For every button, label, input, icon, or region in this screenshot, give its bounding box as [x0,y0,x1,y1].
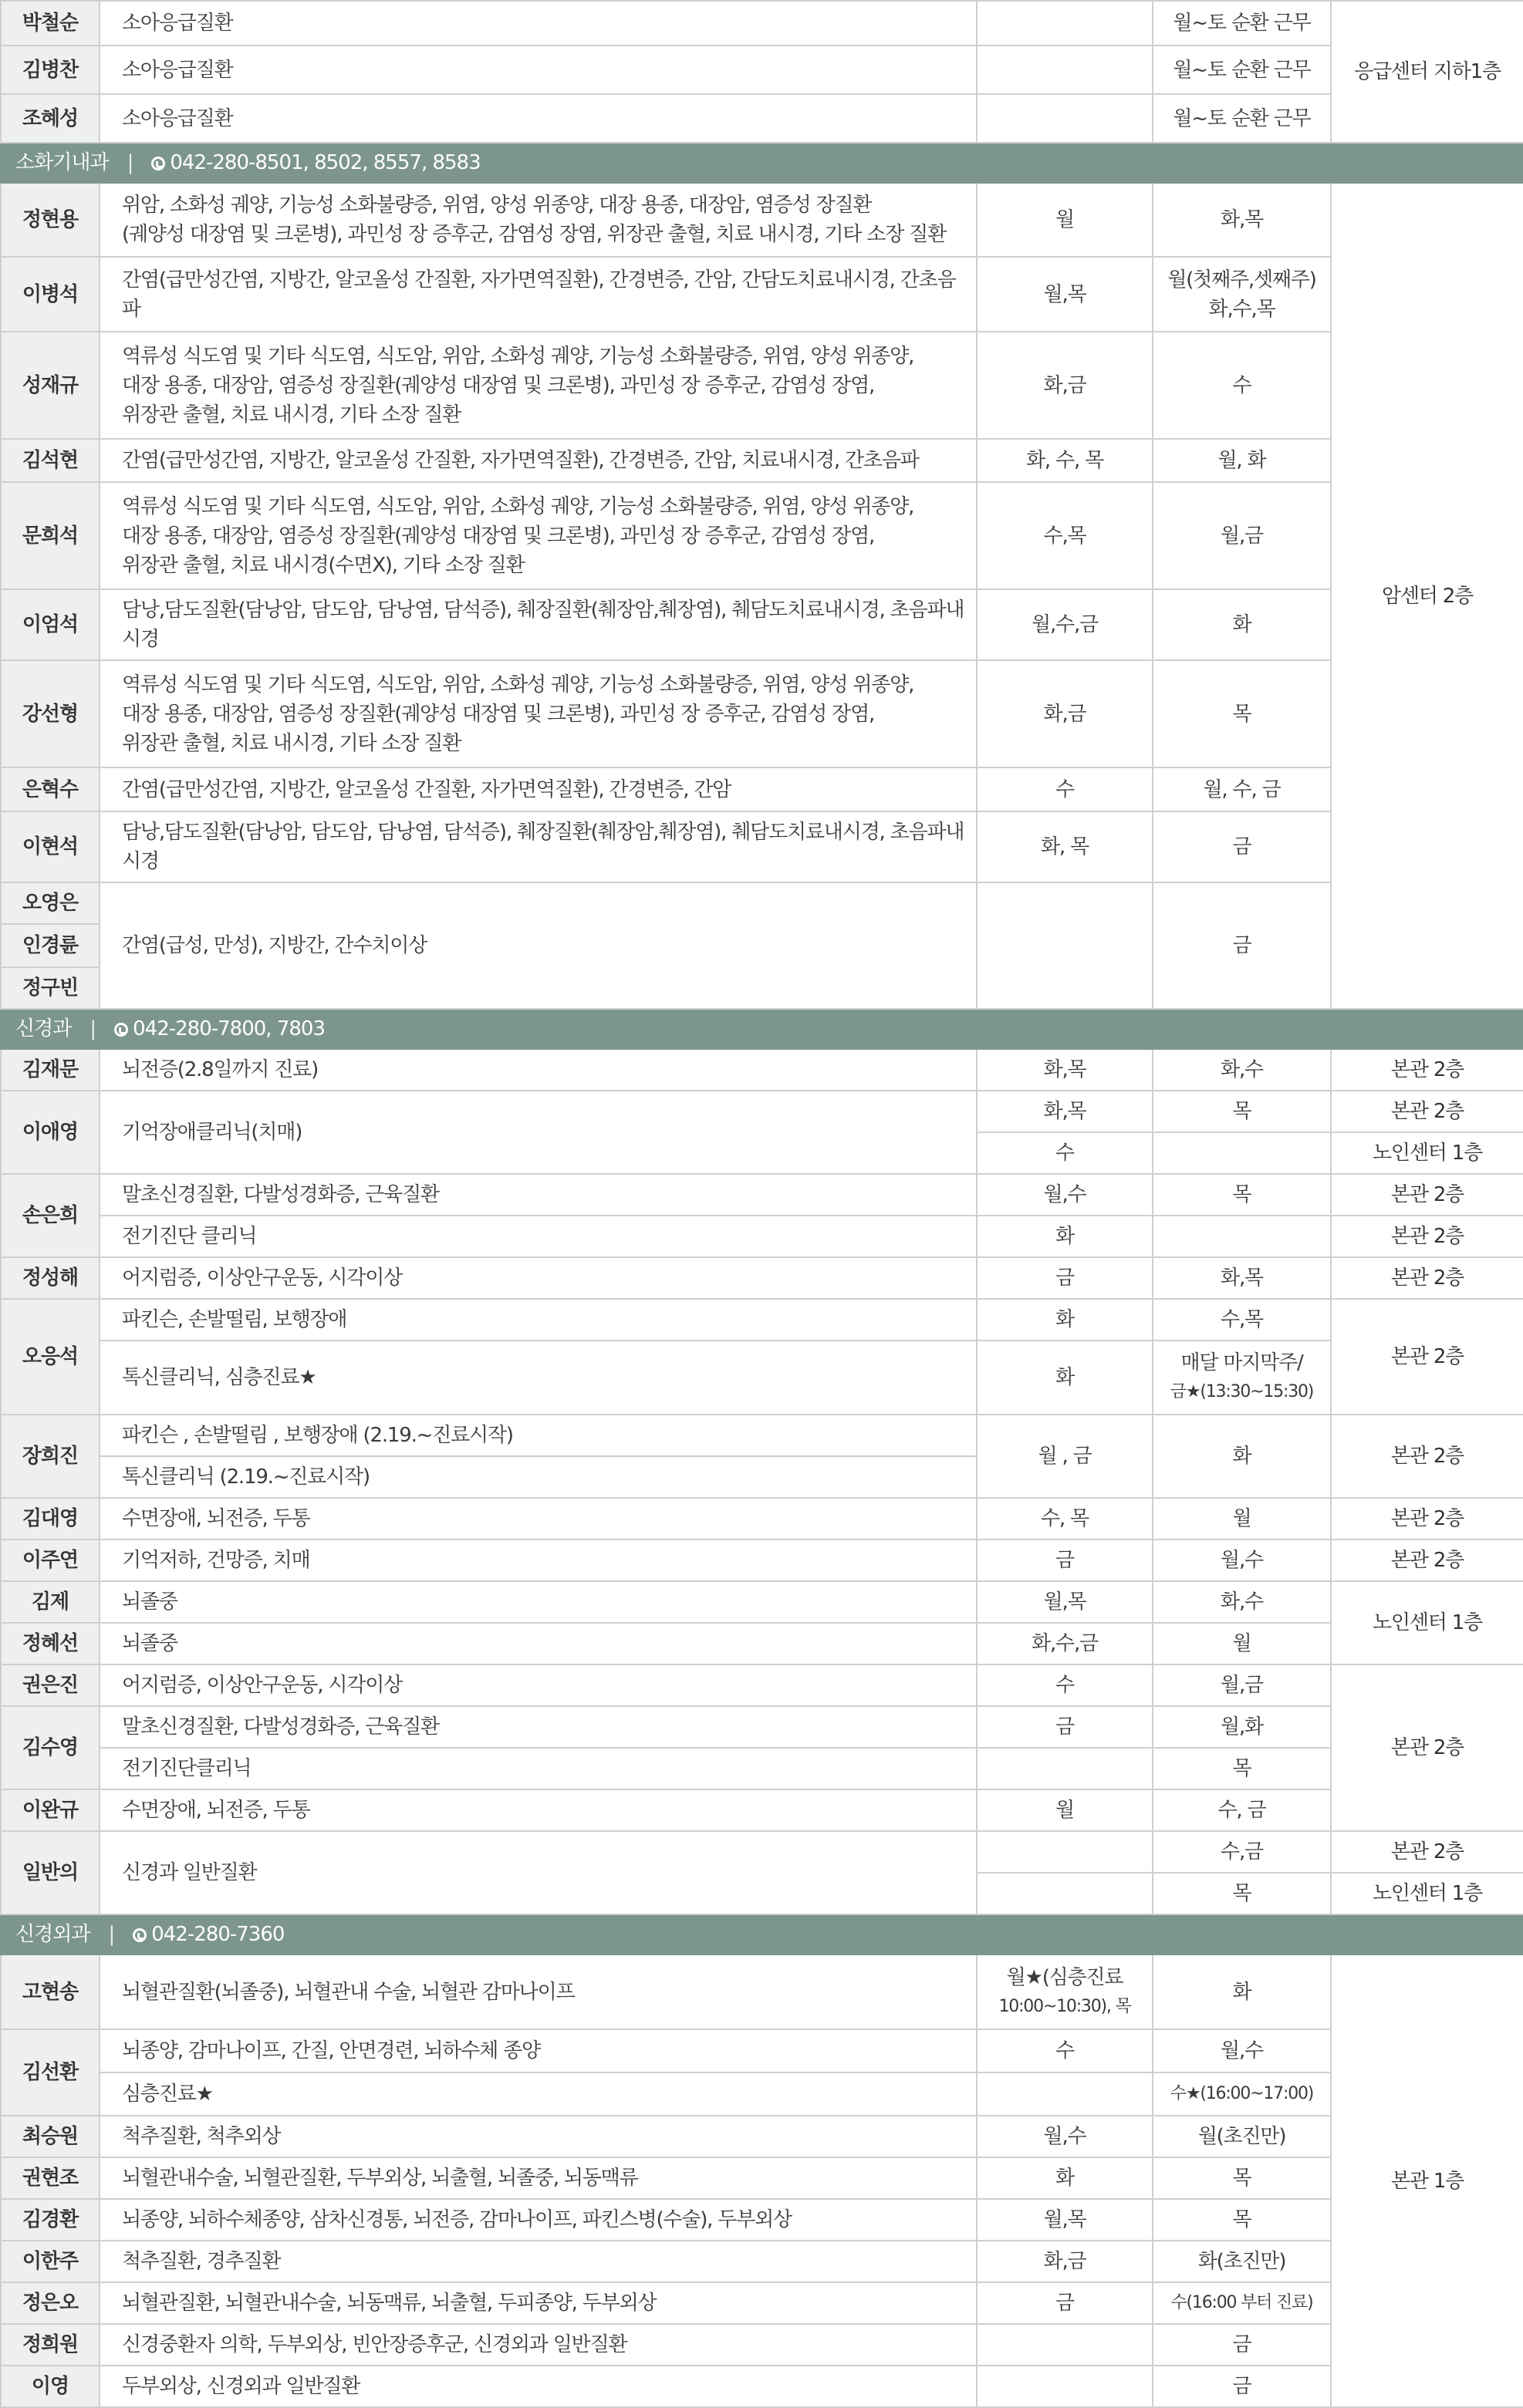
pm-schedule: 수, 금 [1153,1789,1331,1831]
pm-schedule: 월(첫째주,셋째주) 화,수,목 [1153,257,1331,332]
specialty: 뇌혈관내수술, 뇌혈관질환, 두부외상, 뇌출혈, 뇌졸중, 뇌동맥류 [100,2157,977,2199]
specialty: 전기진단 클리닉 [100,1216,977,1257]
specialty: 담낭,담도질환(담낭암, 담도암, 담낭염, 담석증), 췌장질환(췌장암,췌장염), 췌담도치료내시경, 초음파내시경 [100,589,977,660]
location: 본관 2층 [1331,1091,1523,1132]
table-row [1,2324,1523,2366]
location: 암센터 2층 [1331,183,1523,1009]
doctor-name: 정희원 [1,2324,100,2366]
am-schedule: 월,목 [977,2199,1153,2241]
doctor-name: 오영은 [1,882,100,924]
table-row [1,1091,1523,1132]
table-row [1,2157,1523,2199]
doctor-name: 조혜성 [1,94,100,143]
specialty: 뇌혈관질환(뇌졸중), 뇌혈관내 수술, 뇌혈관 감마나이프 [100,1954,977,2029]
doctor-name: 정은오 [1,2282,100,2324]
pm-schedule: 월~토 순환 근무 [1153,94,1331,143]
table-row [1,1581,1523,1623]
phone-icon [114,1023,128,1037]
table-row [1,1174,1523,1216]
specialty: 말초신경질환, 다발성경화증, 근육질환 [100,1706,977,1748]
am-schedule: 화,목 [977,1091,1153,1132]
doctor-name: 장희진 [1,1415,100,1498]
specialty: 전기진단클리닉 [100,1748,977,1789]
table-row [1,2072,1523,2116]
table-row [1,46,1523,94]
specialty: 역류성 식도염 및 기타 식도염, 식도암, 위암, 소화성 궤양, 기능성 소화불량증, 위염, 양성 위종양, 대장 용종, 대장암, 염증성 장질환(궤양성 대장염 및 크론병), 과민성 장 증후군, 감염성 장염, 위장관 출혈, 치료 내시경(수면X), 기타 소장 질환 [100,482,977,589]
location: 본관 2층 [1331,1174,1523,1216]
table-row [1,1748,1523,1789]
doctor-name: 김재문 [1,1049,100,1091]
specialty: 간염(급만성간염, 지방간, 알코올성 간질환, 자가면역질환), 간경변증, 간암 [100,767,977,811]
specialty: 소아응급질환 [100,1,977,46]
doctor-name: 김대영 [1,1498,100,1540]
pm-schedule-line: 매달 마지막주/ [1180,1351,1303,1374]
am-schedule: 화, 수, 목 [977,439,1153,482]
am-schedule: 월 , 금 [977,1415,1153,1498]
specialty: 말초신경질환, 다발성경화증, 근육질환 [100,1174,977,1216]
table-row [1,94,1523,143]
specialty: 간염(급만성간염, 지방간, 알코올성 간질환, 자가면역질환), 간경변증, 간암, 치료내시경, 간초음파 [100,439,977,482]
department-name: 신경과 [15,1017,72,1040]
table-row [1,811,1523,882]
table-row [1,1415,1523,1456]
department-phone: 042-280-7360 [151,1923,285,1946]
am-schedule: 수 [977,1664,1153,1706]
pm-schedule: 목 [1153,660,1331,767]
pm-schedule: 수,금 [1153,1831,1331,1873]
table-row [1,439,1523,482]
specialty: 역류성 식도염 및 기타 식도염, 식도암, 위암, 소화성 궤양, 기능성 소화불량증, 위염, 양성 위종양, 대장 용종, 대장암, 염증성 장질환(궤양성 대장염 및 크론병), 과민성 장 증후군, 감염성 장염, 위장관 출혈, 치료 내시경, 기타 소장 질환 [100,332,977,439]
specialty: 위암, 소화성 궤양, 기능성 소화불량증, 위염, 양성 위종양, 대장 용종, 대장암, 염증성 장질환 (궤양성 대장염 및 크론병), 과민성 장 증후군, 감염성 장염, 위장관 출혈, 치료 내시경, 기타 소장 질환 [100,183,977,257]
pm-schedule: 월,화 [1153,1706,1331,1748]
location: 노인센터 1층 [1331,1132,1523,1174]
am-schedule: 수, 목 [977,1498,1153,1540]
location: 본관 2층 [1331,1540,1523,1581]
am-schedule: 월,목 [977,257,1153,332]
am-schedule: 화, 목 [977,811,1153,882]
table-row [1,1049,1523,1091]
specialty: 심층진료★ [100,2072,977,2116]
pm-schedule: 목 [1153,1873,1331,1914]
doctor-name: 이한주 [1,2241,100,2282]
pm-schedule: 금 [1153,882,1331,1009]
doctor-name: 이병석 [1,257,100,332]
pm-schedule: 목 [1153,1174,1331,1216]
pm-schedule: 월,수 [1153,2029,1331,2072]
table-row [1,1789,1523,1831]
doctor-name: 김석현 [1,439,100,482]
doctor-name: 권은진 [1,1664,100,1706]
specialty: 소아응급질환 [100,94,977,143]
doctor-name: 일반의 [1,1831,100,1914]
department-header-gi [1,143,1523,183]
doctor-name: 이엄석 [1,589,100,660]
pm-schedule [1153,1132,1331,1174]
pm-schedule: 월, 수, 금 [1153,767,1331,811]
specialty: 뇌혈관질환, 뇌혈관내수술, 뇌동맥류, 뇌출혈, 두피종양, 두부외상 [100,2282,977,2324]
specialty: 간염(급성, 만성), 지방간, 간수치이상 [100,882,977,1009]
table-row [1,2366,1523,2407]
table-row [1,589,1523,660]
table-row [1,882,1523,924]
department-name: 소화기내과 [15,151,109,174]
am-schedule: 금 [977,1706,1153,1748]
pm-schedule: 월~토 순환 근무 [1153,46,1331,94]
am-schedule: 수 [977,1132,1153,1174]
doctor-name: 오응석 [1,1299,100,1415]
doctor-name: 은혁수 [1,767,100,811]
am-schedule [977,1831,1153,1873]
am-schedule [977,1748,1153,1789]
table-row [1,1,1523,46]
separator: | [108,1923,115,1946]
doctor-name: 정성해 [1,1257,100,1299]
location: 본관 2층 [1331,1257,1523,1299]
location: 본관 2층 [1331,1049,1523,1091]
specialty: 간염(급만성간염, 지방간, 알코올성 간질환, 자가면역질환), 간경변증, 간암, 간담도치료내시경, 간초음파 [100,257,977,332]
pm-schedule: 화,목 [1153,1257,1331,1299]
table-row [1,2029,1523,2072]
pm-schedule: 목 [1153,1091,1331,1132]
table-row [1,2282,1523,2324]
am-schedule: 금 [977,1540,1153,1581]
specialty: 뇌전증(2.8일까지 진료) [100,1049,977,1091]
pm-schedule: 목 [1153,2157,1331,2199]
pm-schedule: 수(16:00 부터 진료) [1153,2282,1331,2324]
am-schedule: 수,목 [977,482,1153,589]
doctor-name: 권현조 [1,2157,100,2199]
table-row [1,2241,1523,2282]
specialty: 역류성 식도염 및 기타 식도염, 식도암, 위암, 소화성 궤양, 기능성 소화불량증, 위염, 양성 위종양, 대장 용종, 대장암, 염증성 장질환(궤양성 대장염 및 크론병), 과민성 장 증후군, 감염성 장염, 위장관 출혈, 치료 내시경, 기타 소장 질환 [100,660,977,767]
specialty: 뇌종양, 감마나이프, 간질, 안면경련, 뇌하수체 종양 [100,2029,977,2072]
am-schedule [977,46,1153,94]
specialty: 기억저하, 건망증, 치매 [100,1540,977,1581]
pm-schedule-line: 금★(13:30~15:30) [1170,1382,1314,1401]
department-phone: 042-280-8501, 8502, 8557, 8583 [170,151,481,174]
department-header-neurosurgery [1,1914,1523,1954]
location: 본관 2층 [1331,1299,1523,1415]
am-schedule: 화,수,금 [977,1623,1153,1664]
am-schedule: 수 [977,2029,1153,2072]
doctor-name: 이현석 [1,811,100,882]
doctor-name: 문희석 [1,482,100,589]
specialty: 수면장애, 뇌전증, 두통 [100,1789,977,1831]
am-schedule-line: 월★(심층진료 [1006,1965,1123,1989]
doctor-name: 박철순 [1,1,100,46]
am-schedule: 화 [977,1341,1153,1415]
phone-icon [133,1928,147,1942]
pm-schedule: 수★(16:00~17:00) [1153,2072,1331,2116]
am-schedule: 화,금 [977,660,1153,767]
am-schedule [977,2366,1153,2407]
am-schedule: 월,수 [977,2116,1153,2157]
department-phone: 042-280-7800, 7803 [133,1017,326,1040]
doctor-name: 정혜선 [1,1623,100,1664]
specialty: 두부외상, 신경외과 일반질환 [100,2366,977,2407]
table-row [1,183,1523,257]
pm-schedule: 월,금 [1153,482,1331,589]
pm-schedule: 월, 화 [1153,439,1331,482]
doctor-name: 이애영 [1,1091,100,1174]
department-name: 신경외과 [15,1923,90,1946]
doctor-name: 김선환 [1,2029,100,2116]
specialty: 톡신클리닉, 심층진료★ [100,1341,977,1415]
doctor-name: 이영 [1,2366,100,2407]
separator: | [89,1017,96,1040]
am-schedule [977,1954,1153,2029]
pm-schedule: 화 [1153,1415,1331,1498]
doctor-name: 인경륜 [1,924,100,967]
doctor-name: 김수영 [1,1706,100,1789]
am-schedule: 월 [977,1789,1153,1831]
am-schedule: 화,금 [977,332,1153,439]
table-row [1,2116,1523,2157]
am-schedule: 금 [977,2282,1153,2324]
am-schedule: 화,금 [977,2241,1153,2282]
pm-schedule: 목 [1153,1748,1331,1789]
am-schedule-line: 10:00~10:30), 목 [998,1996,1131,2016]
am-schedule [977,2324,1153,2366]
pm-schedule: 화 [1153,1954,1331,2029]
pm-schedule: 금 [1153,2324,1331,2366]
pm-schedule: 월,금 [1153,1664,1331,1706]
specialty: 파킨슨, 손발떨림, 보행장애 [100,1299,977,1341]
specialty: 수면장애, 뇌전증, 두통 [100,1498,977,1540]
doctor-name: 손은희 [1,1174,100,1257]
doctor-name: 김제 [1,1581,100,1623]
am-schedule: 화,목 [977,1049,1153,1091]
am-schedule: 월,목 [977,1581,1153,1623]
doctor-name: 고현송 [1,1954,100,2029]
am-schedule: 화 [977,1216,1153,1257]
specialty: 어지럼증, 이상안구운동, 시각이상 [100,1664,977,1706]
doctor-name: 성재규 [1,332,100,439]
specialty: 뇌종양, 뇌하수체종양, 삼차신경통, 뇌전증, 감마나이프, 파킨스병(수술), 두부외상 [100,2199,977,2241]
separator: | [127,151,133,174]
location: 본관 2층 [1331,1498,1523,1540]
table-row [1,257,1523,332]
location: 본관 1층 [1331,1954,1523,2407]
specialty: 뇌졸중 [100,1623,977,1664]
location: 본관 2층 [1331,1664,1523,1831]
pm-schedule [1153,1341,1331,1415]
pm-schedule: 수,목 [1153,1299,1331,1341]
specialty: 뇌졸중 [100,1581,977,1623]
doctor-name: 강선형 [1,660,100,767]
am-schedule [977,94,1153,143]
pm-schedule: 월~토 순환 근무 [1153,1,1331,46]
doctor-name: 이완규 [1,1789,100,1831]
table-row [1,1216,1523,1257]
pm-schedule: 월 [1153,1623,1331,1664]
doctor-name: 김경환 [1,2199,100,2241]
table-row [1,1664,1523,1706]
specialty: 기억장애클리닉(치매) [100,1091,977,1174]
specialty: 어지럼증, 이상안구운동, 시각이상 [100,1257,977,1299]
pm-schedule: 화 [1153,589,1331,660]
pm-schedule: 화,수 [1153,1581,1331,1623]
location: 노인센터 1층 [1331,1873,1523,1914]
table-row [1,1299,1523,1341]
table-row [1,660,1523,767]
am-schedule: 월,수,금 [977,589,1153,660]
pm-schedule: 화(초진만) [1153,2241,1331,2282]
pm-schedule: 월(초진만) [1153,2116,1331,2157]
am-schedule: 월 [977,183,1153,257]
pm-schedule: 목 [1153,2199,1331,2241]
pm-schedule: 화,목 [1153,183,1331,257]
pm-schedule: 월,수 [1153,1540,1331,1581]
am-schedule [977,1,1153,46]
doctor-name: 이주연 [1,1540,100,1581]
doctor-name: 최승원 [1,2116,100,2157]
specialty: 신경중환자 의학, 두부외상, 빈안장증후군, 신경외과 일반질환 [100,2324,977,2366]
am-schedule: 수 [977,767,1153,811]
specialty: 파킨슨 , 손발떨림 , 보행장애 (2.19.~진료시작) [100,1415,977,1456]
specialty: 신경과 일반질환 [100,1831,977,1914]
am-schedule: 금 [977,1257,1153,1299]
location: 본관 2층 [1331,1831,1523,1873]
pm-schedule: 수 [1153,332,1331,439]
table-row [1,482,1523,589]
table-row [1,1623,1523,1664]
specialty: 척추질환, 척추외상 [100,2116,977,2157]
pm-schedule: 금 [1153,811,1331,882]
pm-schedule: 화,수 [1153,1049,1331,1091]
am-schedule: 화 [977,1299,1153,1341]
table-row [1,1498,1523,1540]
table-row [1,332,1523,439]
pm-schedule [1153,1216,1331,1257]
specialty: 담낭,담도질환(담낭암, 담도암, 담낭염, 담석증), 췌장질환(췌장암,췌장염), 췌담도치료내시경, 초음파내시경 [100,811,977,882]
am-schedule: 월,수 [977,1174,1153,1216]
doctor-name: 정현용 [1,183,100,257]
department-header-neurology [1,1009,1523,1049]
location: 본관 2층 [1331,1415,1523,1498]
specialty: 척추질환, 경추질환 [100,2241,977,2282]
doctor-name: 정구빈 [1,967,100,1009]
table-row [1,1831,1523,1873]
table-row [1,767,1523,811]
location: 노인센터 1층 [1331,1581,1523,1664]
location: 응급센터 지하1층 [1331,1,1523,143]
pm-schedule: 월 [1153,1498,1331,1540]
table-row [1,1341,1523,1415]
location: 본관 2층 [1331,1216,1523,1257]
table-row [1,1706,1523,1748]
am-schedule: 화 [977,2157,1153,2199]
table-row [1,1954,1523,2029]
pm-schedule: 금 [1153,2366,1331,2407]
table-row [1,1540,1523,1581]
phone-icon [151,157,165,170]
am-schedule [977,882,1153,1009]
table-row [1,2199,1523,2241]
am-schedule [977,2072,1153,2116]
specialty: 소아응급질환 [100,46,977,94]
table-row [1,1257,1523,1299]
doctor-name: 김병찬 [1,46,100,94]
specialty: 톡신클리닉 (2.19.~진료시작) [100,1456,977,1498]
am-schedule [977,1873,1153,1914]
